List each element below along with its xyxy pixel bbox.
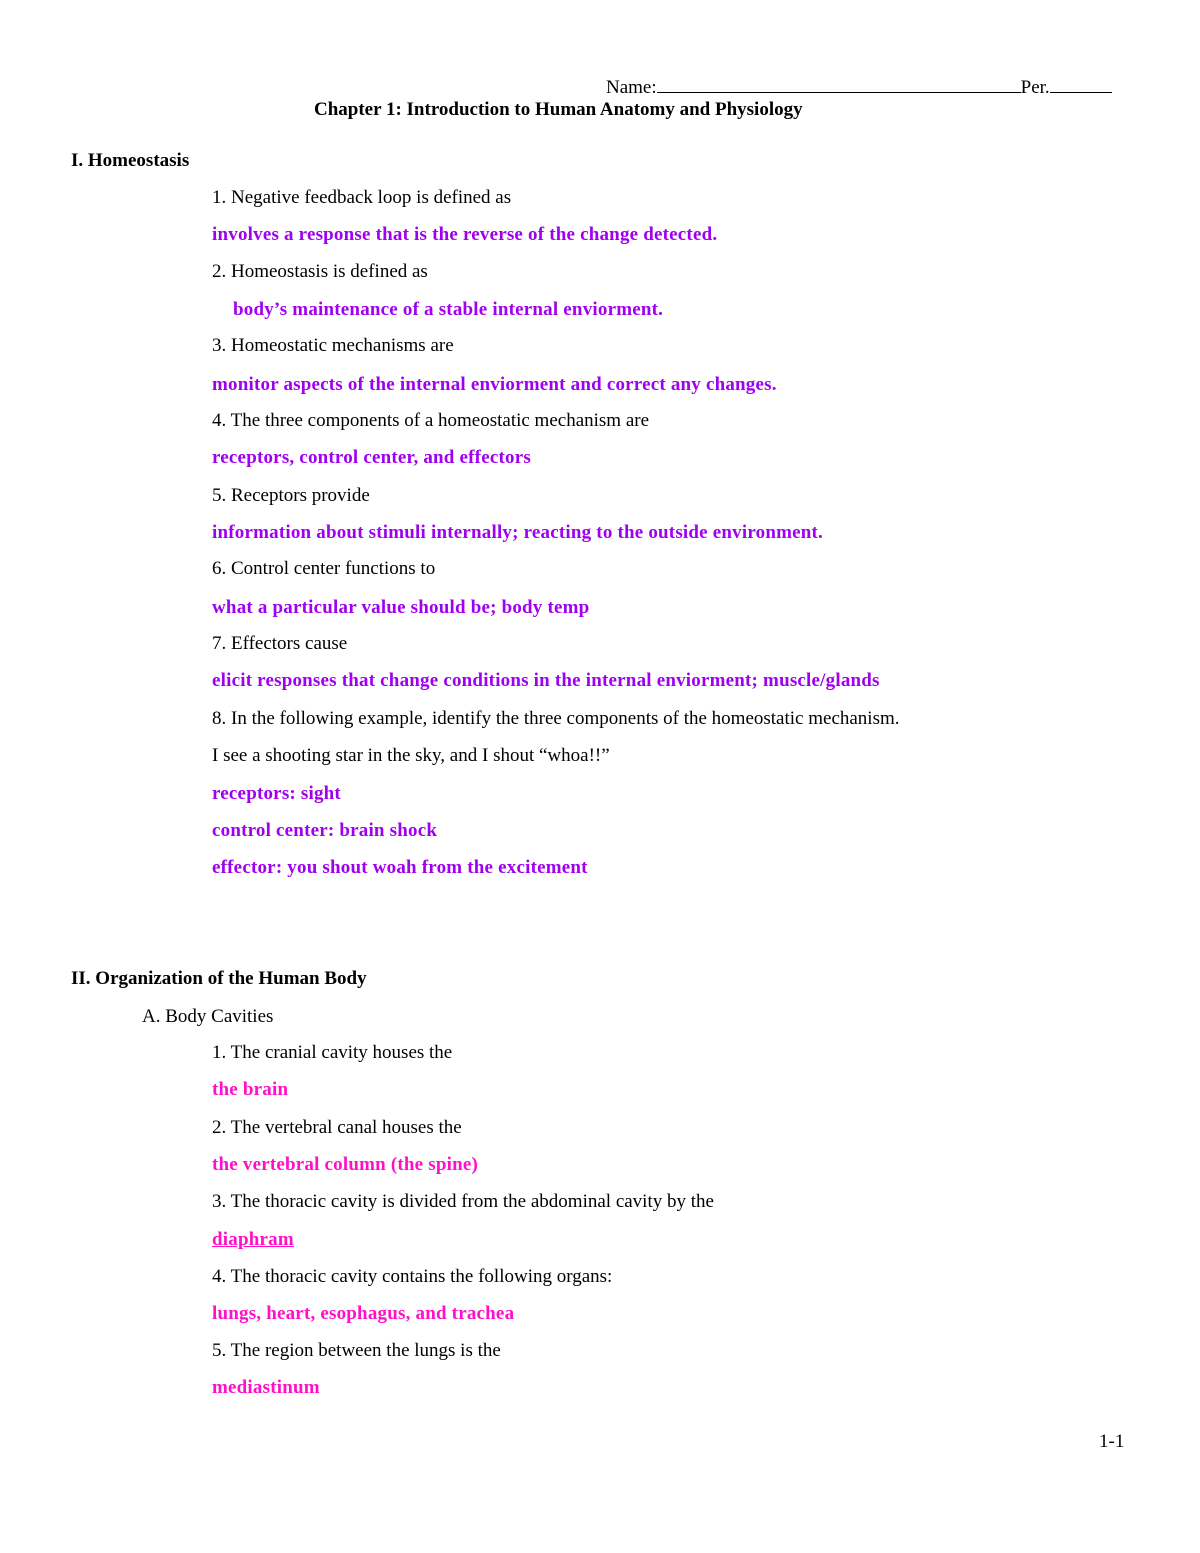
cavity-answer-5: mediastinum <box>212 1377 320 1398</box>
question-3: 3. Homeostatic mechanisms are <box>212 335 454 356</box>
cavity-question-1: 1. The cranial cavity houses the <box>212 1042 453 1063</box>
answer-2: body’s maintenance of a stable internal enviorment. <box>233 299 664 320</box>
cavity-question-5: 5. The region between the lungs is the <box>212 1340 501 1361</box>
answer-1: involves a response that is the reverse of the change detected. <box>212 224 718 245</box>
cavity-answer-4: lungs, heart, esophagus, and trachea <box>212 1303 515 1324</box>
cavity-question-3: 3. The thoracic cavity is divided from the abdominal cavity by the <box>212 1191 714 1212</box>
name-blank <box>657 74 1021 93</box>
question-1: 1. Negative feedback loop is defined as <box>212 187 512 208</box>
question-2: 2. Homeostasis is defined as <box>212 261 428 282</box>
question-8: 8. In the following example, identify the three components of the homeostatic mechanism. <box>212 708 900 729</box>
section-heading-homeostasis: I. Homeostasis <box>71 150 190 171</box>
cavity-question-2: 2. The vertebral canal houses the <box>212 1117 462 1138</box>
section-heading-organization: II. Organization of the Human Body <box>71 968 367 989</box>
subheading-body-cavities: A. Body Cavities <box>142 1006 274 1027</box>
question-4: 4. The three components of a homeostatic mechanism are <box>212 410 650 431</box>
cavity-answer-1: the brain <box>212 1079 289 1100</box>
question-5: 5. Receptors provide <box>212 485 370 506</box>
answer-7: elicit responses that change conditions in the internal enviorment; muscle/glands <box>212 670 880 691</box>
page-title: Chapter 1: Introduction to Human Anatomy and Physiology <box>314 99 803 120</box>
cavity-answer-2: the vertebral column (the spine) <box>212 1154 479 1175</box>
answer-4: receptors, control center, and effectors <box>212 447 531 468</box>
page-number: 1-1 <box>1099 1431 1125 1452</box>
question-7: 7. Effectors cause <box>212 633 348 654</box>
answer-6: what a particular value should be; body temp <box>212 597 590 618</box>
question-6: 6. Control center functions to <box>212 558 436 579</box>
answer-8-effector: effector: you shout woah from the excitement <box>212 857 588 878</box>
question-8-example: I see a shooting star in the sky, and I shout “whoa!!” <box>212 745 610 766</box>
cavity-question-4: 4. The thoracic cavity contains the following organs: <box>212 1266 613 1287</box>
name-field <box>606 74 1112 100</box>
period-blank <box>1050 74 1112 93</box>
answer-3: monitor aspects of the internal enviorment and correct any changes. <box>212 374 777 395</box>
name-label: Name: <box>606 77 657 98</box>
answer-8-receptors: receptors: sight <box>212 783 341 804</box>
answer-8-control-center: control center: brain shock <box>212 820 438 841</box>
answer-5: information about stimuli internally; reacting to the outside environment. <box>212 522 823 543</box>
period-label: Per. <box>1020 77 1050 98</box>
cavity-answer-3: diaphram <box>212 1229 294 1250</box>
